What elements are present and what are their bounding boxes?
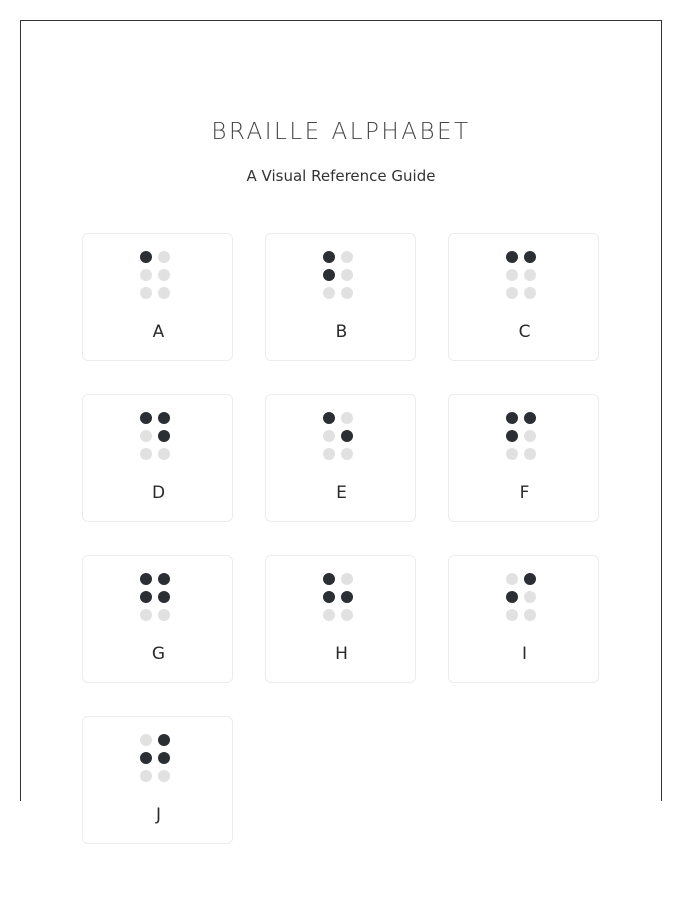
braille-dot-5-raised	[158, 752, 170, 764]
braille-dot-4-raised	[524, 573, 536, 585]
braille-card-h	[265, 555, 416, 683]
braille-dot-6-flat	[158, 287, 170, 299]
braille-dot-3-flat	[506, 448, 518, 460]
braille-dot-2-raised	[506, 430, 518, 442]
braille-dot-5-raised	[158, 430, 170, 442]
letter-label: J	[155, 805, 161, 825]
braille-dot-4-raised	[158, 573, 170, 585]
letter-label: D	[151, 483, 166, 503]
braille-dot-5-flat	[158, 269, 170, 281]
braille-dot-3-flat	[323, 287, 335, 299]
letter-label: A	[152, 322, 165, 342]
braille-dot-5-flat	[524, 269, 536, 281]
braille-dot-5-flat	[524, 591, 536, 603]
braille-dot-5-raised	[341, 591, 353, 603]
braille-dot-6-flat	[341, 287, 353, 299]
braille-dot-6-flat	[158, 609, 170, 621]
letter-label: E	[336, 483, 347, 503]
page-title: BRAILLE ALPHABET	[211, 119, 471, 145]
braille-dot-1-raised	[140, 412, 152, 424]
braille-dot-4-flat	[341, 573, 353, 585]
braille-dot-2-flat	[140, 269, 152, 281]
braille-dot-1-raised	[140, 251, 152, 263]
braille-cell	[140, 573, 176, 621]
braille-cell	[140, 734, 176, 782]
braille-dot-1-raised	[506, 251, 518, 263]
braille-dot-4-raised	[524, 412, 536, 424]
braille-dot-1-raised	[323, 412, 335, 424]
braille-cell	[140, 251, 176, 299]
braille-dot-1-flat	[140, 734, 152, 746]
braille-card-c	[448, 233, 599, 361]
braille-dot-3-flat	[140, 287, 152, 299]
braille-cell	[323, 412, 359, 460]
braille-cell	[140, 412, 176, 460]
braille-cell	[506, 251, 542, 299]
braille-dot-3-flat	[140, 609, 152, 621]
letter-label: B	[335, 322, 348, 342]
braille-card-f	[448, 394, 599, 522]
braille-dot-2-raised	[506, 591, 518, 603]
braille-dot-6-flat	[158, 770, 170, 782]
braille-dot-6-flat	[341, 609, 353, 621]
braille-card-g	[82, 555, 233, 683]
braille-dot-2-raised	[323, 591, 335, 603]
braille-cell	[506, 573, 542, 621]
braille-dot-1-flat	[506, 573, 518, 585]
braille-dot-3-flat	[506, 609, 518, 621]
letter-label: C	[518, 322, 531, 342]
braille-dot-5-raised	[341, 430, 353, 442]
braille-dot-6-flat	[158, 448, 170, 460]
reference-page	[20, 20, 662, 825]
braille-card-a	[82, 233, 233, 361]
braille-card-i	[448, 555, 599, 683]
page-subtitle: A Visual Reference Guide	[246, 167, 436, 185]
braille-dot-2-raised	[140, 591, 152, 603]
braille-dot-4-raised	[158, 412, 170, 424]
braille-dot-6-flat	[524, 287, 536, 299]
braille-dot-2-flat	[140, 430, 152, 442]
letter-label: I	[521, 644, 527, 664]
braille-dot-3-flat	[140, 448, 152, 460]
braille-dot-1-raised	[140, 573, 152, 585]
letter-label: F	[519, 483, 530, 503]
braille-card-d	[82, 394, 233, 522]
braille-dot-1-raised	[323, 573, 335, 585]
braille-card-b	[265, 233, 416, 361]
braille-dot-2-flat	[506, 269, 518, 281]
braille-dot-4-flat	[341, 412, 353, 424]
braille-card-j	[82, 716, 233, 844]
braille-dot-3-flat	[323, 609, 335, 621]
braille-dot-2-flat	[323, 430, 335, 442]
letter-label: H	[335, 644, 348, 664]
braille-dot-6-flat	[341, 448, 353, 460]
braille-dot-4-raised	[158, 734, 170, 746]
braille-cell	[506, 412, 542, 460]
braille-dot-1-raised	[506, 412, 518, 424]
braille-cell	[323, 251, 359, 299]
braille-dot-3-flat	[506, 287, 518, 299]
braille-dot-4-raised	[524, 251, 536, 263]
braille-dot-6-flat	[524, 448, 536, 460]
braille-dot-4-flat	[158, 251, 170, 263]
braille-dot-6-flat	[524, 609, 536, 621]
braille-dot-2-raised	[323, 269, 335, 281]
braille-dot-5-flat	[341, 269, 353, 281]
braille-dot-3-flat	[323, 448, 335, 460]
braille-dot-2-raised	[140, 752, 152, 764]
braille-dot-5-raised	[158, 591, 170, 603]
braille-card-e	[265, 394, 416, 522]
letter-label: G	[151, 644, 166, 664]
braille-dot-3-flat	[140, 770, 152, 782]
braille-cell	[323, 573, 359, 621]
braille-dot-5-flat	[524, 430, 536, 442]
braille-dot-1-raised	[323, 251, 335, 263]
braille-dot-4-flat	[341, 251, 353, 263]
